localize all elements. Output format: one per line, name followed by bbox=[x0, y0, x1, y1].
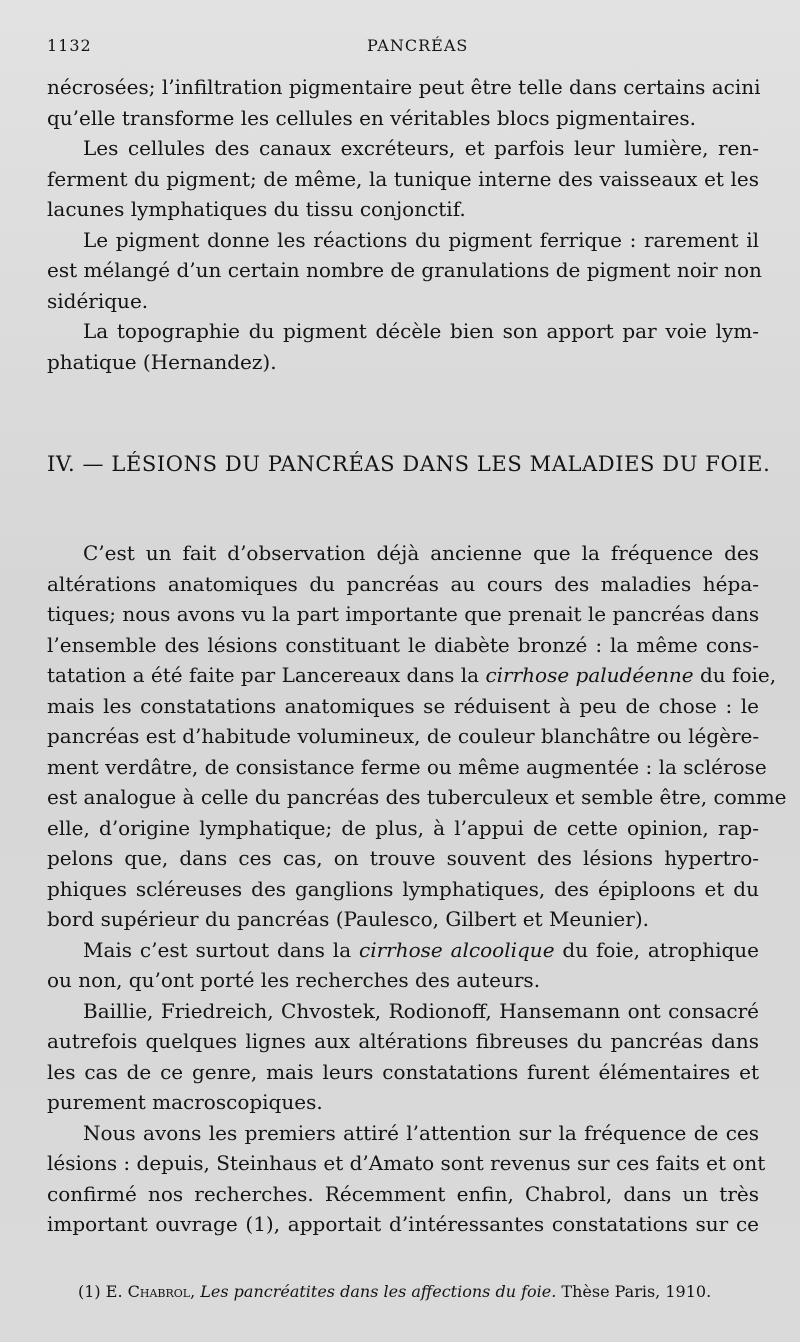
italic-term: cirrhose alcoolique bbox=[359, 937, 555, 962]
text-line: ferment du pigment; de même, la tunique interne des vaisseaux et les bbox=[47, 166, 759, 191]
text-line: purement macroscopiques. bbox=[47, 1090, 323, 1114]
footnote-author: E. Chabrol, bbox=[105, 1282, 196, 1301]
paragraph-block-1 bbox=[47, 72, 762, 377]
text-line: autrefois quelques lignes aux altérations fibreuses du pancréas dans bbox=[47, 1029, 759, 1053]
text-line: sidérique. bbox=[47, 288, 149, 313]
footnote bbox=[78, 1282, 778, 1301]
text-line: C’est un fait d’observation déjà ancienne que la fréquence des bbox=[83, 541, 759, 565]
running-title: PANCRÉAS bbox=[367, 36, 469, 55]
text-fragment: tatation a été faite par Lancereaux dans la bbox=[47, 663, 486, 687]
text-line-with-italic bbox=[47, 935, 759, 966]
text-fragment: Mais c’est surtout dans la bbox=[83, 937, 359, 962]
paragraph-block-2 bbox=[47, 538, 787, 1240]
text-line: La topographie du pigment décèle bien son apport par voie lym- bbox=[83, 319, 759, 343]
text-line: qu’elle transforme les cellules en véritables blocs pigmentaires. bbox=[47, 105, 697, 130]
text-line: ou non, qu’ont porté les recherches des auteurs. bbox=[47, 968, 541, 992]
text-line: lacunes lymphatiques du tissu conjonctif. bbox=[47, 197, 466, 221]
text-line: mais les constatations anatomiques se réduisent à peu de chose : le bbox=[47, 693, 759, 718]
text-line: bord supérieur du pancréas (Paulesco, Gilbert et Meunier). bbox=[47, 907, 649, 931]
text-line: tiques; nous avons vu la part importante que prenait le pancréas dans bbox=[47, 602, 760, 626]
text-line: les cas de ce genre, mais leurs constatations furent élémentaires et bbox=[47, 1059, 759, 1084]
footnote-title: Les pancréatites dans les affections du foie. bbox=[200, 1282, 557, 1301]
text-fragment: du foie, atrophique bbox=[554, 937, 760, 962]
text-line: Les cellules des canaux excréteurs, et parfois leur lumière, ren- bbox=[83, 136, 759, 160]
text-line: Le pigment donne les réactions du pigment ferrique : rarement il bbox=[83, 227, 759, 252]
footnote-publication: Thèse Paris, 1910. bbox=[561, 1282, 712, 1301]
text-fragment: du foie, bbox=[693, 663, 777, 687]
text-line-with-italic bbox=[47, 660, 777, 691]
text-line: Nous avons les premiers attiré l’attention sur la fréquence de ces bbox=[83, 1120, 759, 1145]
text-line: elle, d’origine lymphatique; de plus, à l’appui de cette opinion, rap- bbox=[47, 815, 759, 840]
text-line: important ouvrage (1), apportait d’intéressantes constatations sur ce bbox=[47, 1212, 759, 1236]
text-line: pelons que, dans ces cas, on trouve souvent des lésions hypertro- bbox=[47, 846, 759, 870]
page-number: 1132 bbox=[47, 36, 92, 55]
text-line: altérations anatomiques du pancréas au cours des maladies hépa- bbox=[47, 571, 759, 596]
text-line: est analogue à celle du pancréas des tuberculeux et semble être, comme bbox=[47, 785, 787, 809]
running-head bbox=[47, 36, 747, 58]
section-heading: IV. — LÉSIONS DU PANCRÉAS DANS LES MALADIES DU FOIE. bbox=[47, 452, 771, 476]
text-line: phiques scléreuses des ganglions lymphatiques, des épiploons et du bbox=[47, 876, 759, 901]
text-line: ment verdâtre, de consistance ferme ou même augmentée : la sclérose bbox=[47, 754, 767, 779]
footnote-marker: (1) bbox=[78, 1282, 101, 1301]
text-line: phatique (Hernandez). bbox=[47, 349, 277, 374]
italic-term: cirrhose paludéenne bbox=[485, 663, 694, 687]
text-line: confirmé nos recherches. Récemment enfin, Chabrol, dans un très bbox=[47, 1181, 759, 1206]
text-line: pancréas est d’habitude volumineux, de couleur blanchâtre ou légère- bbox=[47, 724, 760, 748]
text-line: l’ensemble des lésions constituant le diabète bronzé : la même cons- bbox=[47, 632, 759, 657]
text-line: est mélangé d’un certain nombre de granulations de pigment noir non bbox=[47, 258, 762, 282]
text-line: Baillie, Friedreich, Chvostek, Rodionoff, Hansemann ont consacré bbox=[83, 998, 759, 1023]
text-line: lésions : depuis, Steinhaus et d’Amato sont revenus sur ces faits et ont bbox=[47, 1151, 766, 1175]
text-line: nécrosées; l’infiltration pigmentaire peut être telle dans certains acini bbox=[47, 75, 761, 99]
